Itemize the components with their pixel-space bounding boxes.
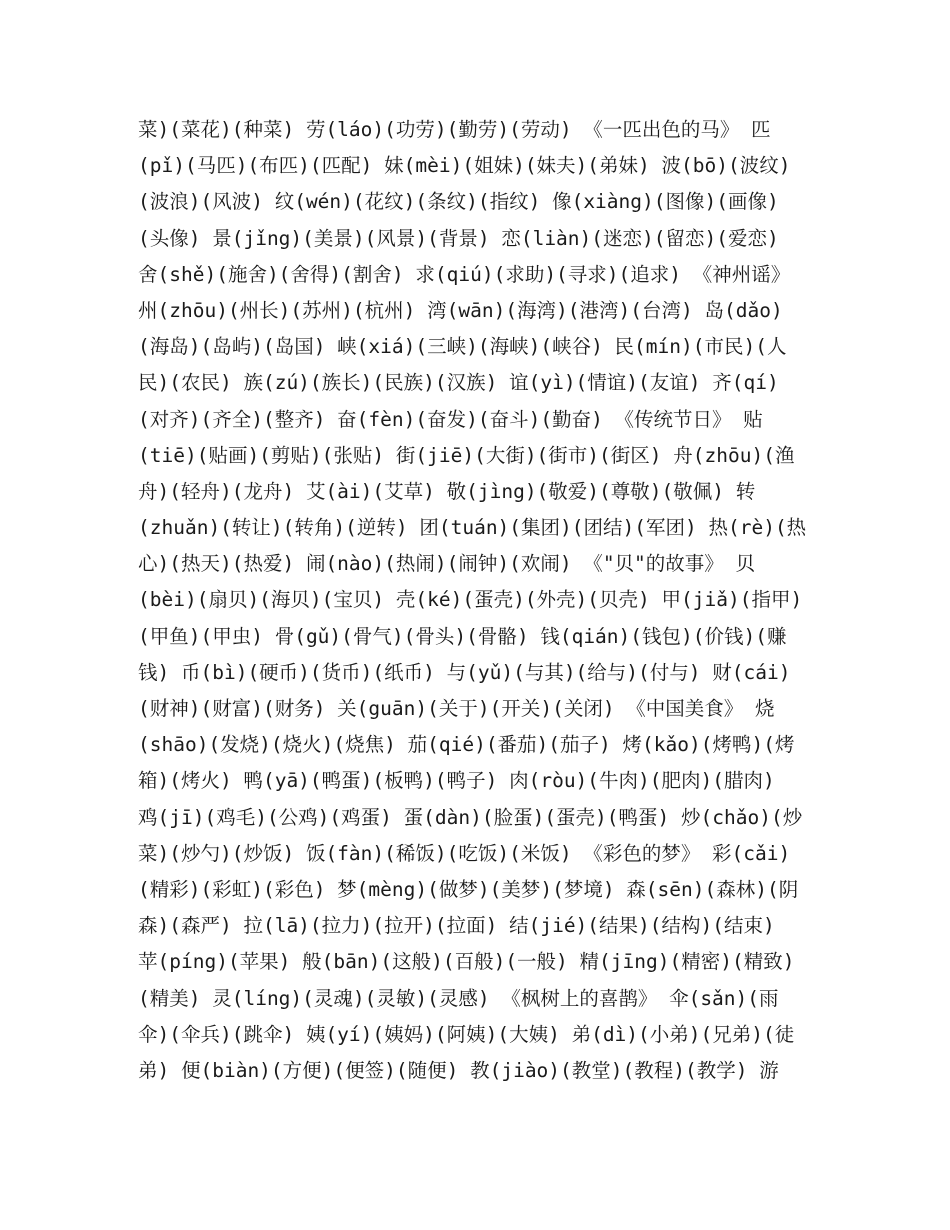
text-line: 菜)(炒勺)(炒饭) 饭(fàn)(稀饭)(吃饭)(米饭) 《彩色的梦》 彩(cǎi) [138,841,791,865]
text-line: (对齐)(齐全)(整齐) 奋(fèn)(奋发)(奋斗)(勤奋) 《传统节日》 贴 [138,407,763,431]
text-line: (bèi)(扇贝)(海贝)(宝贝) 壳(ké)(蛋壳)(外壳)(贝壳) 甲(jiǎ)(指甲) [138,588,803,612]
text-line: 钱) 币(bì)(硬币)(货币)(纸币) 与(yǔ)(与其)(给与)(付与) 财(cái) [138,660,791,684]
text-line: 箱)(烤火) 鸭(yā)(鸭蛋)(板鸭)(鸭子) 肉(ròu)(牛肉)(肥肉)(腊肉) [138,769,775,793]
text-line: (波浪)(风波) 纹(wén)(花纹)(条纹)(指纹) 像(xiàng)(图像)(画像) [138,190,779,214]
text-line: (海岛)(岛屿)(岛国) 峡(xiá)(三峡)(海峡)(峡谷) 民(mín)(市民)(人 [138,335,787,359]
text-line: 菜)(菜花)(种菜) 劳(láo)(功劳)(勤劳)(劳动) 《一匹出色的马》 匹 [138,118,771,141]
text-line: 心)(热天)(热爱) 闹(nào)(热闹)(闹钟)(欢闹) 《"贝"的故事》 贝 [138,552,756,576]
text-line: 鸡(jī)(鸡毛)(公鸡)(鸡蛋) 蛋(dàn)(脸蛋)(蛋壳)(鸭蛋) 炒(chǎo)(炒 [138,805,803,829]
text-line: 森)(森严) 拉(lā)(拉力)(拉开)(拉面) 结(jié)(结果)(结构)(结束) [138,914,775,938]
text-line: (shāo)(发烧)(烧火)(烧焦) 茄(qié)(番茄)(茄子) 烤(kǎo)(烤鸭)(烤 [138,733,795,757]
text-line: 弟) 便(biàn)(方便)(便签)(随便) 教(jiào)(教堂)(教程)(教学) 游 [138,1058,779,1082]
text-line: 伞)(伞兵)(跳伞) 姨(yí)(姨妈)(阿姨)(大姨) 弟(dì)(小弟)(兄弟)(徒 [138,1022,795,1046]
text-line: (精美) 灵(líng)(灵魂)(灵敏)(灵感) 《枫树上的喜鹊》 伞(sǎn)(雨 [138,986,779,1010]
text-line: (zhuǎn)(转让)(转角)(逆转) 团(tuán)(集团)(团结)(军团) 热(rè)(热 [138,516,807,540]
text-line: 民)(农民) 族(zú)(族长)(民族)(汉族) 谊(yì)(情谊)(友谊) 齐(qí) [138,371,779,395]
text-line: (头像) 景(jǐng)(美景)(风景)(背景) 恋(liàn)(迷恋)(留恋)(爱恋) [138,226,779,250]
text-line: 舍(shě)(施舍)(舍得)(割舍) 求(qiú)(求助)(寻求)(追求) 《神州谣》 [138,262,791,286]
vocabulary-text-block [138,112,818,1089]
text-line: (精彩)(彩虹)(彩色) 梦(mèng)(做梦)(美梦)(梦境) 森(sēn)(森林)(阴 [138,877,799,901]
text-line: 舟)(轻舟)(龙舟) 艾(ài)(艾草) 敬(jìng)(敬爱)(尊敬)(敬佩) 转 [138,479,756,503]
text-line: (pǐ)(马匹)(布匹)(匹配) 妹(mèi)(姐妹)(妹夫)(弟妹) 波(bō)(波纹) [138,154,791,178]
text-line: (甲鱼)(甲虫) 骨(gǔ)(骨气)(骨头)(骨骼) 钱(qián)(钱包)(价钱)(赚 [138,624,787,648]
text-line: (财神)(财富)(财务) 关(guān)(关于)(开关)(关闭) 《中国美食》 烧 [138,697,775,720]
text-line: 苹(píng)(苹果) 般(bān)(这般)(百般)(一般) 精(jīng)(精密)(精致) [138,950,795,974]
text-line: (tiē)(贴画)(剪贴)(张贴) 街(jiē)(大街)(街市)(街区) 舟(zhōu)(渔 [138,443,795,467]
text-line: 州(zhōu)(州长)(苏州)(杭州) 湾(wān)(海湾)(港湾)(台湾) 岛(dǎo) [138,298,783,322]
